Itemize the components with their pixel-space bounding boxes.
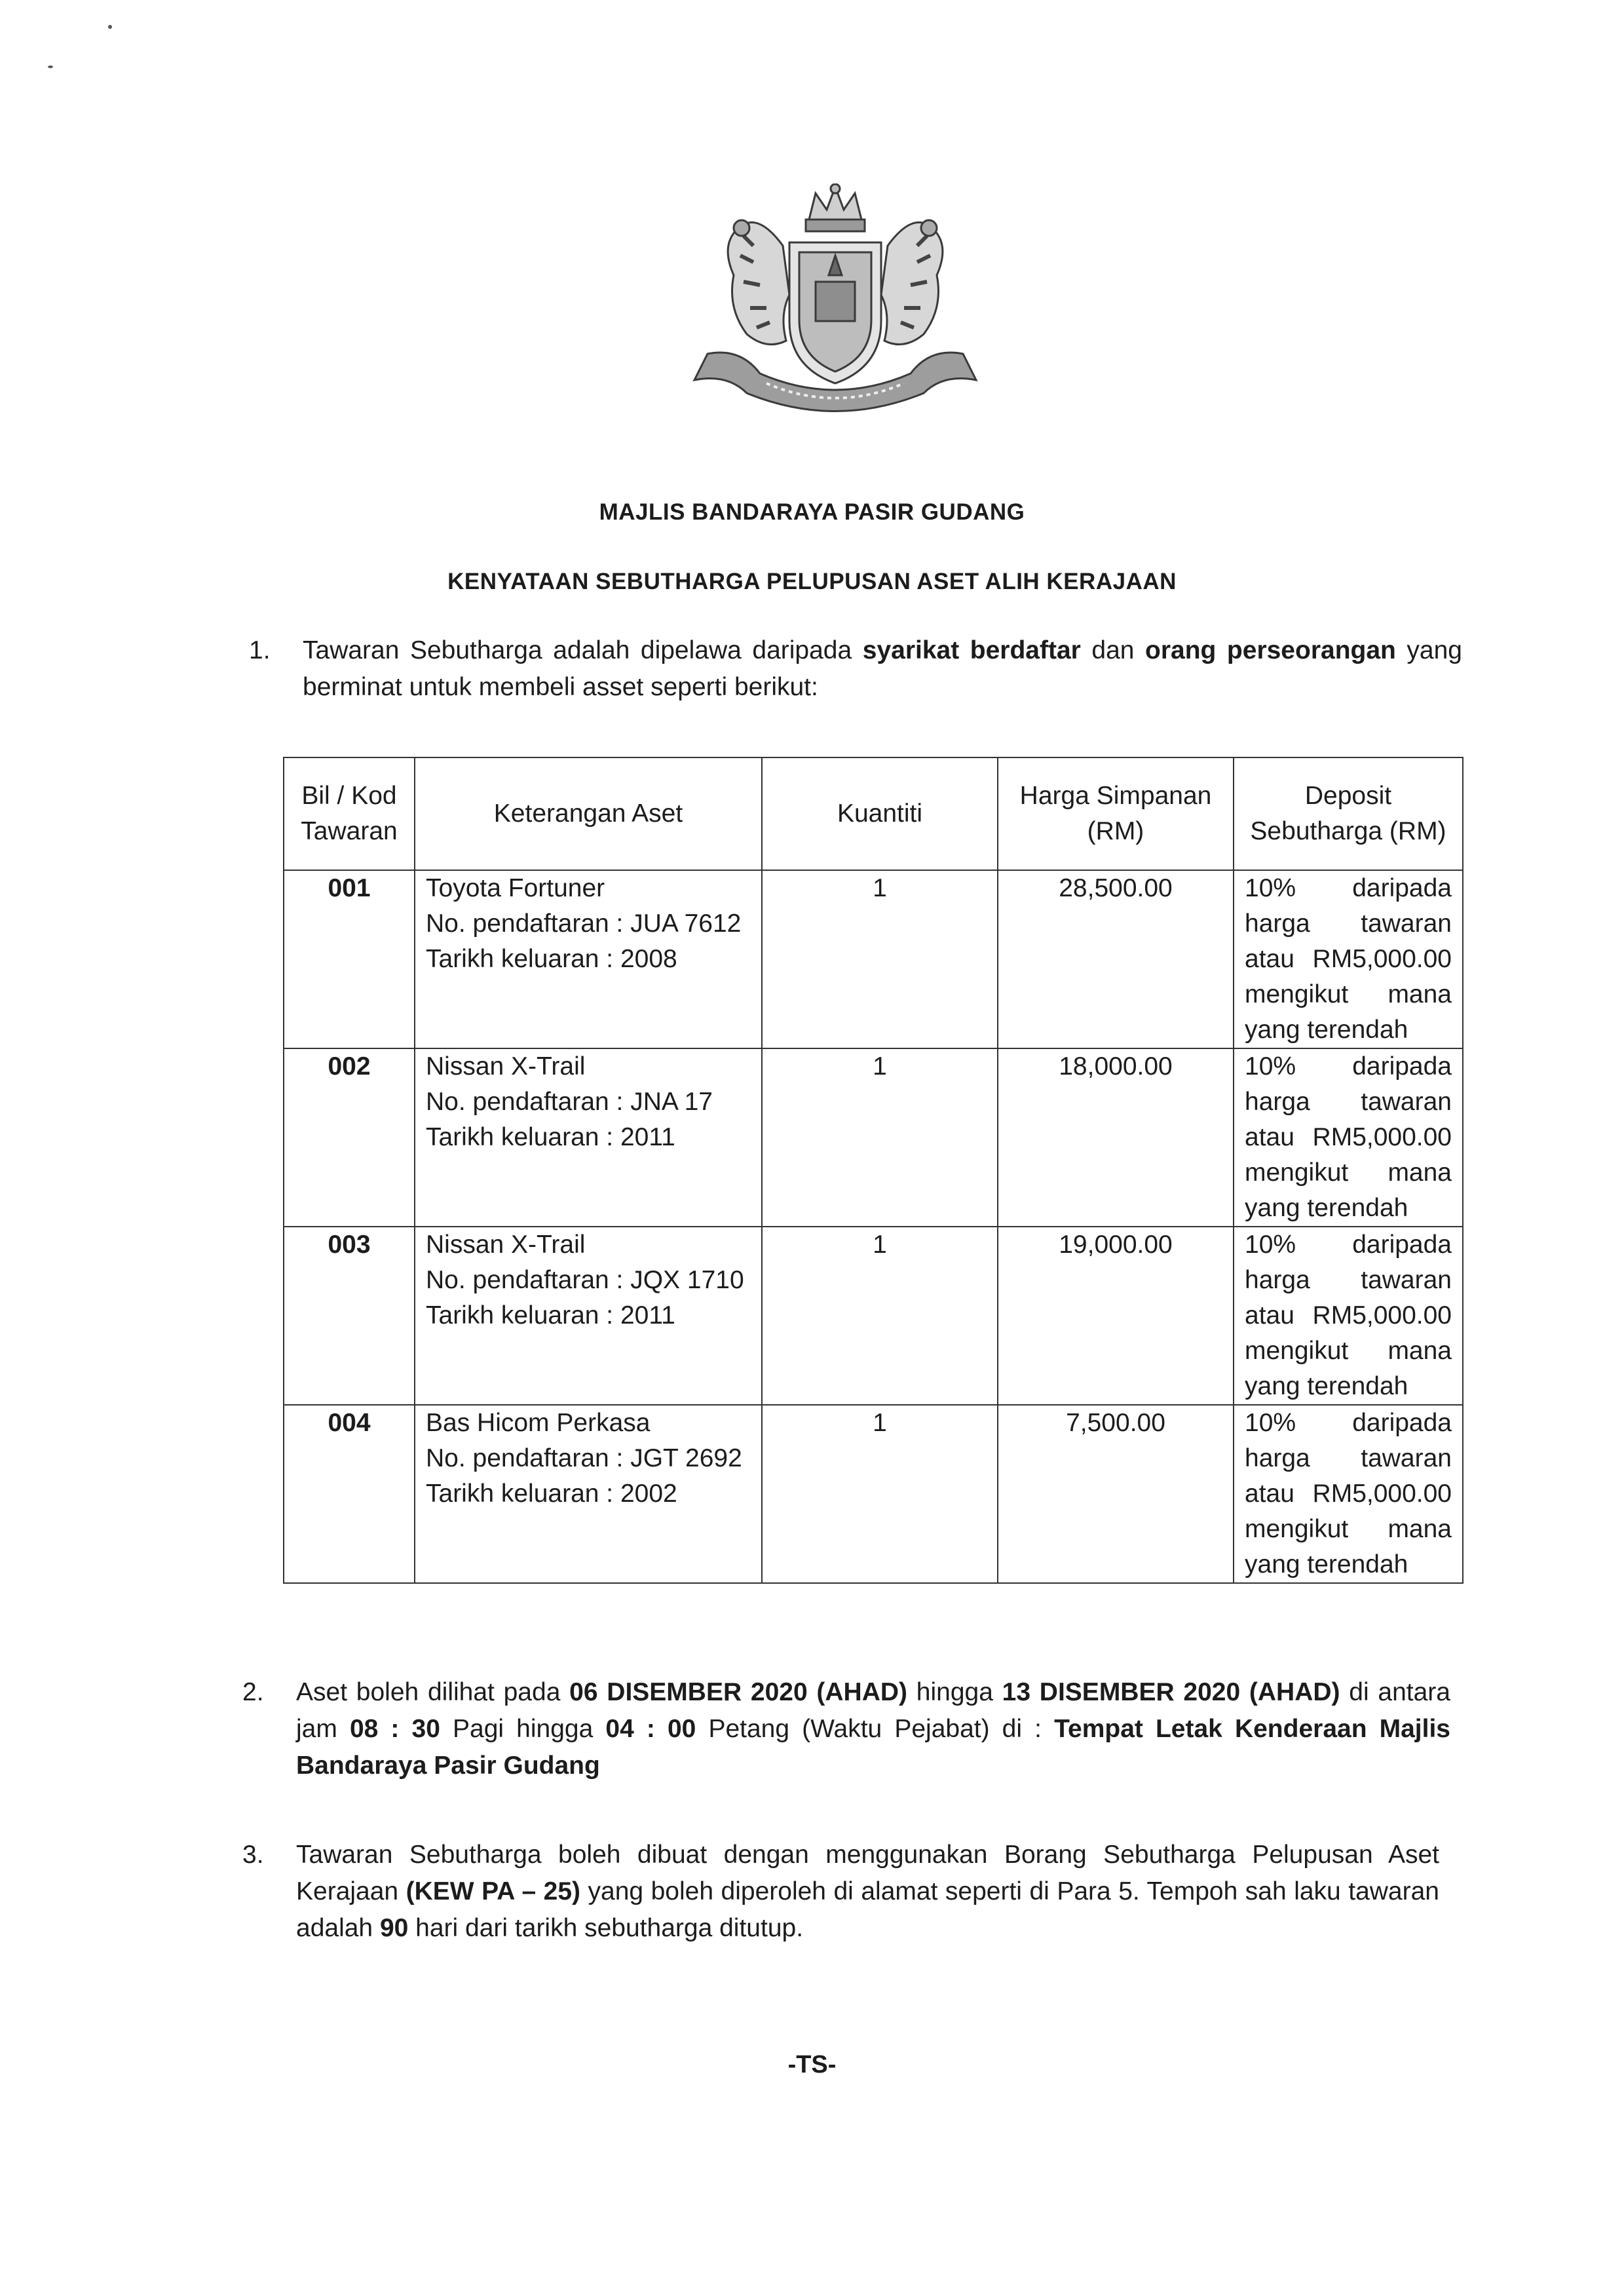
table-row (284, 1227, 1463, 1405)
paragraph-2: 2. Aset boleh dilihat pada 06 DISEMBER 2020 (AHAD) hingga 13 DISEMBER 2020 (AHAD) di antara jam 08 : 30 Pagi hingga 04 : 00 Petang (Waktu Pejabat) di : Tempat Letak Kenderaan Majlis Bandaraya Pasir Gudang (296, 1674, 1450, 1784)
cell-deposit: 10% daripada harga tawaran atau RM5,000.00 mengikut mana yang terendah (1234, 1405, 1463, 1583)
cell-description: Toyota Fortuner No. pendaftaran : JUA 7612 Tarikh keluaran : 2008 (415, 870, 762, 1048)
header-deposit: Deposit Sebutharga (RM) (1234, 757, 1463, 870)
paragraph-1: 1. Tawaran Sebutharga adalah dipelawa daripada syarikat berdaftar dan orang perseorangan yang berminat untuk membeli asset seperti berikut: (303, 632, 1462, 706)
cell-deposit: 10% daripada harga tawaran atau RM5,000.00 mengikut mana yang terendah (1234, 1227, 1463, 1405)
cell-reserve-price: 18,000.00 (998, 1048, 1234, 1227)
scan-speck (48, 66, 53, 68)
paragraph-number: 2. (242, 1678, 264, 1706)
header-description: Keterangan Aset (415, 757, 762, 870)
continuation-mark: -TS- (787, 2051, 837, 2078)
paragraph-number: 1. (249, 636, 271, 664)
table-row (284, 1048, 1463, 1227)
cell-deposit: 10% daripada harga tawaran atau RM5,000.00 mengikut mana yang terendah (1234, 870, 1463, 1048)
cell-reserve-price: 28,500.00 (998, 870, 1234, 1048)
table-row (284, 1405, 1463, 1583)
cell-code: 001 (284, 870, 415, 1048)
table-header-row (284, 757, 1463, 870)
table-row (284, 870, 1463, 1048)
state-coat-of-arms-icon (681, 183, 989, 426)
header-reserve-price: Harga Simpanan (RM) (998, 757, 1234, 870)
cell-description: Nissan X-Trail No. pendaftaran : JQX 1710 Tarikh keluaran : 2011 (415, 1227, 762, 1405)
cell-reserve-price: 7,500.00 (998, 1405, 1234, 1583)
cell-quantity: 1 (762, 1227, 998, 1405)
document-title: KENYATAAN SEBUTHARGA PELUPUSAN ASET ALIH KERAJAAN (447, 569, 1177, 594)
header-quantity: Kuantiti (762, 757, 998, 870)
paragraph-3: 3. Tawaran Sebutharga boleh dibuat dengan menggunakan Borang Sebutharga Pelupusan Aset Kerajaan (KEW PA – 25) yang boleh diperoleh di alamat seperti di Para 5. Tempoh sah laku tawaran adalah 90 hari dari tarikh sebutharga ditutup. (296, 1837, 1439, 1947)
asset-table (283, 757, 1463, 1584)
cell-reserve-price: 19,000.00 (998, 1227, 1234, 1405)
cell-code: 002 (284, 1048, 415, 1227)
cell-code: 003 (284, 1227, 415, 1405)
cell-deposit: 10% daripada harga tawaran atau RM5,000.00 mengikut mana yang terendah (1234, 1048, 1463, 1227)
cell-code: 004 (284, 1405, 415, 1583)
paragraph-number: 3. (242, 1841, 264, 1869)
scan-speck (108, 25, 112, 29)
organization-heading: MAJLIS BANDARAYA PASIR GUDANG (599, 499, 1025, 525)
cell-quantity: 1 (762, 1048, 998, 1227)
cell-quantity: 1 (762, 1405, 998, 1583)
cell-description: Nissan X-Trail No. pendaftaran : JNA 17 Tarikh keluaran : 2011 (415, 1048, 762, 1227)
header-code: Bil / Kod Tawaran (284, 757, 415, 870)
cell-description: Bas Hicom Perkasa No. pendaftaran : JGT 2692 Tarikh keluaran : 2002 (415, 1405, 762, 1583)
cell-quantity: 1 (762, 870, 998, 1048)
